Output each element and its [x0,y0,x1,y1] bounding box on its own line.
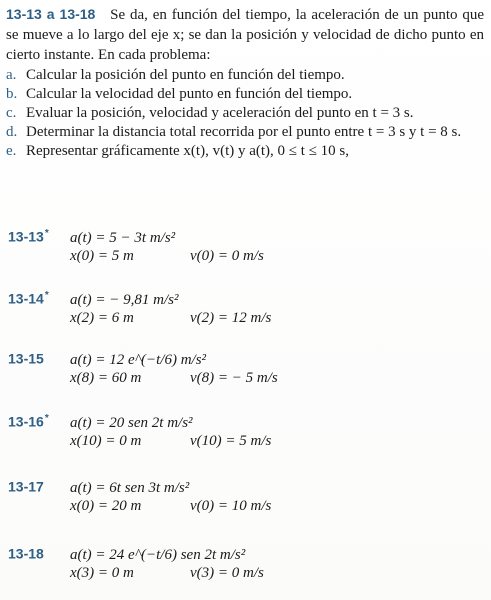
problem-13-14 [8,290,478,330]
problem-range: 13-13 a 13-18 [6,6,96,22]
statement-text: Se da, en función del tiempo, la aceleración de un punto que se mueve a lo largo del eje x; se dan la posición y velocidad de dicho punto en cierto instante. En cada problema: [6,7,484,63]
task-item [6,123,484,142]
task-text: Evaluar la posición, velocidad y aceleración del punto en t = 3 s. [26,105,414,121]
initial-position: x(8) = 60 m [70,370,142,386]
task-text: Representar gráficamente x(t), v(t) y a(t), 0 ≤ t ≤ 10 s, [26,143,350,159]
problem-statement [6,4,484,65]
problem-13-15 [8,350,478,390]
task-list [6,66,484,161]
problem-number: 13-17 [8,478,44,495]
task-label: d. [6,124,18,140]
task-item [6,142,484,161]
problem-number: 13-16* [8,413,49,430]
problem-number: 13-18 [8,545,44,562]
initial-velocity: v(0) = 0 m/s [190,248,264,264]
problem-13-16 [8,413,478,453]
task-label: e. [6,143,17,159]
initial-position: x(3) = 0 m [70,565,134,581]
problem-number: 13-13* [8,228,49,245]
task-item [6,85,484,104]
acceleration-equation: a(t) = 24 e^(−t/6) sen 2t m/s² [70,546,246,563]
problem-13-13 [8,228,478,268]
acceleration-equation: a(t) = 6t sen 3t m/s² [70,479,190,496]
acceleration-equation: a(t) = − 9,81 m/s² [70,291,179,308]
task-text: Determinar la distancia total recorrida por el punto entre t = 3 s y t = 8 s. [26,124,462,140]
task-text: Calcular la velocidad del punto en función del tiempo. [26,86,353,102]
initial-velocity: v(8) = − 5 m/s [190,370,278,386]
initial-position: x(0) = 20 m [70,498,142,514]
initial-position: x(10) = 0 m [70,433,142,449]
problem-number: 13-14* [8,290,49,307]
problem-13-17 [8,478,478,518]
initial-position: x(2) = 6 m [70,310,134,326]
problem-13-18 [8,545,478,585]
initial-velocity: v(0) = 10 m/s [190,498,272,514]
problem-number: 13-15 [8,350,44,367]
task-label: a. [6,67,17,83]
initial-velocity: v(3) = 0 m/s [190,565,264,581]
acceleration-equation: a(t) = 20 sen 2t m/s² [70,414,193,431]
task-label: b. [6,86,18,102]
acceleration-equation: a(t) = 12 e^(−t/6) m/s² [70,351,207,368]
task-item [6,104,484,123]
task-text: Calcular la posición del punto en función del tiempo. [26,67,345,83]
task-label: c. [6,105,17,121]
acceleration-equation: a(t) = 5 − 3t m/s² [70,229,176,246]
initial-velocity: v(10) = 5 m/s [190,433,272,449]
initial-position: x(0) = 5 m [70,248,134,264]
task-item [6,66,484,85]
initial-velocity: v(2) = 12 m/s [190,310,272,326]
